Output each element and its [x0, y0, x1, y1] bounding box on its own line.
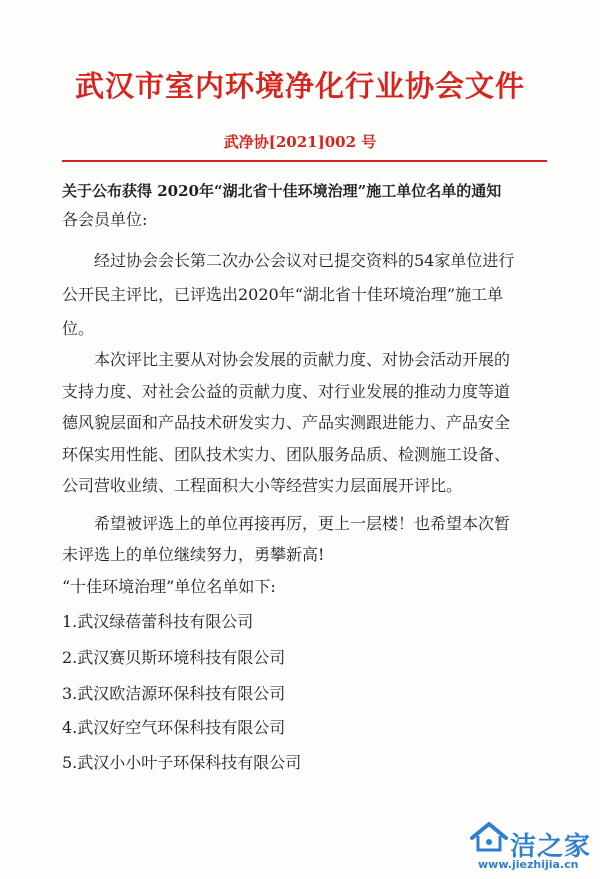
- salutation: 各会员单位:: [62, 210, 148, 229]
- paragraph-2-line-5: 公司营收业绩、工程面积大小等经营实力层面展开评比。: [62, 476, 463, 495]
- red-divider: [62, 160, 547, 162]
- notice-title: 关于公布获得 2020年“湖北省十佳环境治理”施工单位名单的通知: [62, 182, 502, 200]
- list-item: 5.武汉小小叶子环保科技有限公司: [62, 753, 302, 772]
- list-item: 1.武汉绿蓓蕾科技有限公司: [62, 612, 254, 631]
- paragraph-1-line-3: 位。: [62, 319, 95, 338]
- paragraph-2-line-1: 本次评比主要从对协会发展的贡献力度、对协会活动开展的: [94, 350, 511, 369]
- paragraph-3-line-1: 希望被评选上的单位再接再厉，更上一层楼！也希望本次暂: [94, 514, 511, 533]
- house-logo-icon: [468, 818, 510, 858]
- paragraph-2-line-2: 支持力度、对社会公益的贡献力度、对行业发展的推动力度等道: [62, 382, 511, 401]
- site-watermark: [468, 818, 596, 876]
- list-item: 3.武汉欧洁源环保科技有限公司: [62, 684, 286, 703]
- list-item: 4.武汉好空气环保科技有限公司: [62, 718, 286, 737]
- paragraph-1-line-2: 公开民主评比，已评选出2020年“湖北省十佳环境治理”施工单: [62, 285, 504, 304]
- watermark-brand: 洁之家: [510, 832, 592, 862]
- watermark-url: www.jiezhijia.cn: [478, 858, 579, 871]
- paragraph-1-line-1: 经过协会会长第二次办公会议对已提交资料的54家单位进行: [94, 251, 515, 270]
- paragraph-2-line-3: 德风貌层面和产品技术研发实力、产品实测跟进能力、产品安全: [62, 413, 511, 432]
- list-item: 2.武汉赛贝斯环境科技有限公司: [62, 648, 286, 667]
- list-heading: “十佳环境治理”单位名单如下:: [62, 577, 276, 596]
- paragraph-2-line-4: 环保实用性能、团队技术实力、团队服务品质、检测施工设备、: [62, 445, 511, 464]
- document-number: 武净协[2021]002 号: [223, 133, 377, 151]
- paragraph-3-line-2: 未评选上的单位继续努力，勇攀新高!: [62, 545, 325, 564]
- document-title: 武汉市室内环境净化行业协会文件: [74, 69, 525, 103]
